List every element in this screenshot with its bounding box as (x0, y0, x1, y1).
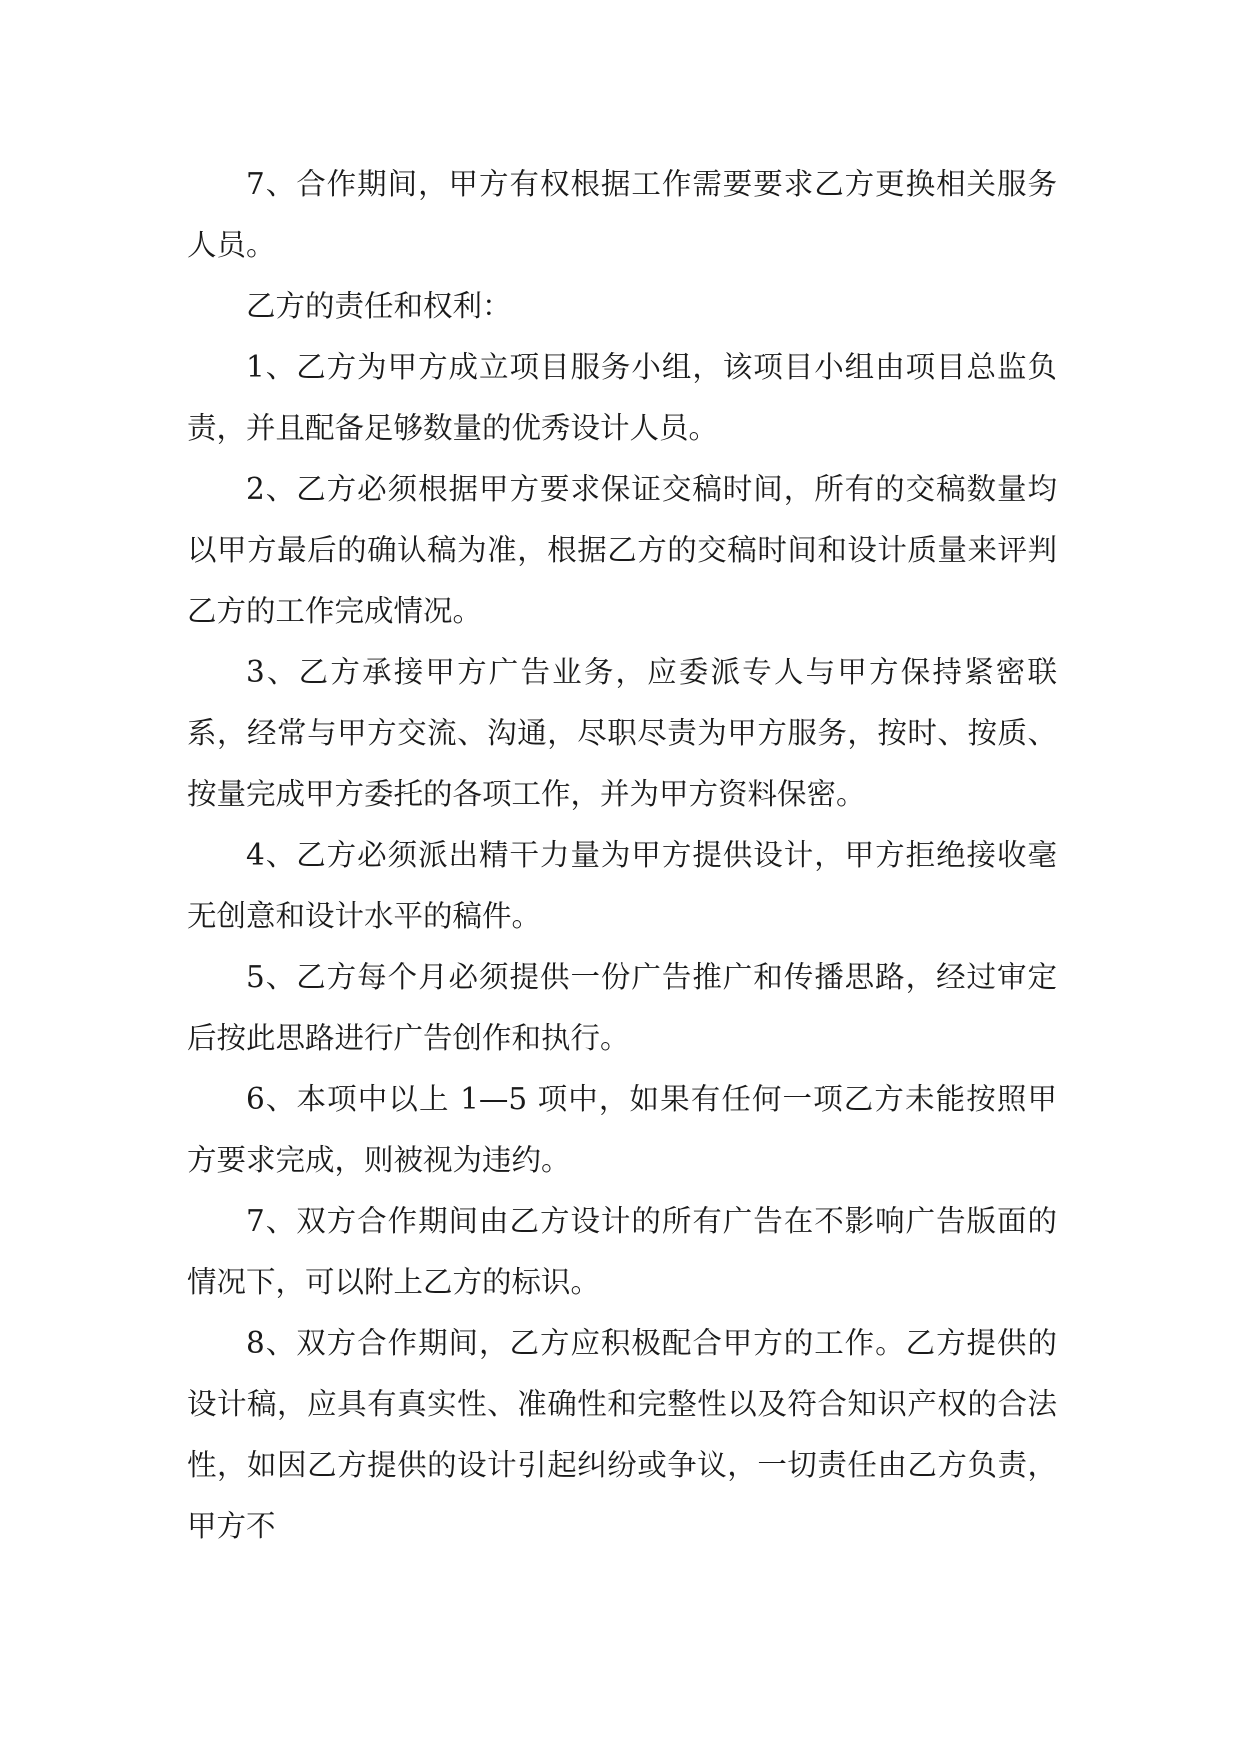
paragraph-clause-7: 7、双方合作期间由乙方设计的所有广告在不影响广告版面的情况下，可以附上乙方的标识。 (187, 1204, 1057, 1299)
paragraph-clause-8: 8、双方合作期间，乙方应积极配合甲方的工作。乙方提供的设计稿，应具有真实性、准确性和完整性以及符合知识产权的合法性，如因乙方提供的设计引起纠纷或争议，一切责任由乙方负责，甲方不 (187, 1326, 1057, 1543)
document-body (187, 154, 1057, 1557)
paragraph-clause-4: 4、乙方必须派出精干力量为甲方提供设计，甲方拒绝接收毫无创意和设计水平的稿件。 (187, 838, 1057, 933)
paragraph-clause-6: 6、本项中以上 1—5 项中，如果有任何一项乙方未能按照甲方要求完成，则被视为违约。 (187, 1082, 1057, 1177)
heading-party-b-duties: 乙方的责任和权利： (246, 289, 512, 323)
paragraph-clause-5: 5、乙方每个月必须提供一份广告推广和传播思路，经过审定后按此思路进行广告创作和执行。 (187, 960, 1057, 1055)
paragraph-clause-2: 2、乙方必须根据甲方要求保证交稿时间，所有的交稿数量均以甲方最后的确认稿为准，根据乙方的交稿时间和设计质量来评判乙方的工作完成情况。 (187, 472, 1057, 628)
paragraph-clause-1: 1、乙方为甲方成立项目服务小组，该项目小组由项目总监负责，并且配备足够数量的优秀设计人员。 (187, 350, 1057, 445)
paragraph-clause-7-replace-staff: 7、合作期间，甲方有权根据工作需要要求乙方更换相关服务人员。 (187, 167, 1057, 262)
paragraph-clause-3: 3、乙方承接甲方广告业务，应委派专人与甲方保持紧密联系，经常与甲方交流、沟通，尽职尽责为甲方服务，按时、按质、按量完成甲方委托的各项工作，并为甲方资料保密。 (187, 655, 1057, 811)
